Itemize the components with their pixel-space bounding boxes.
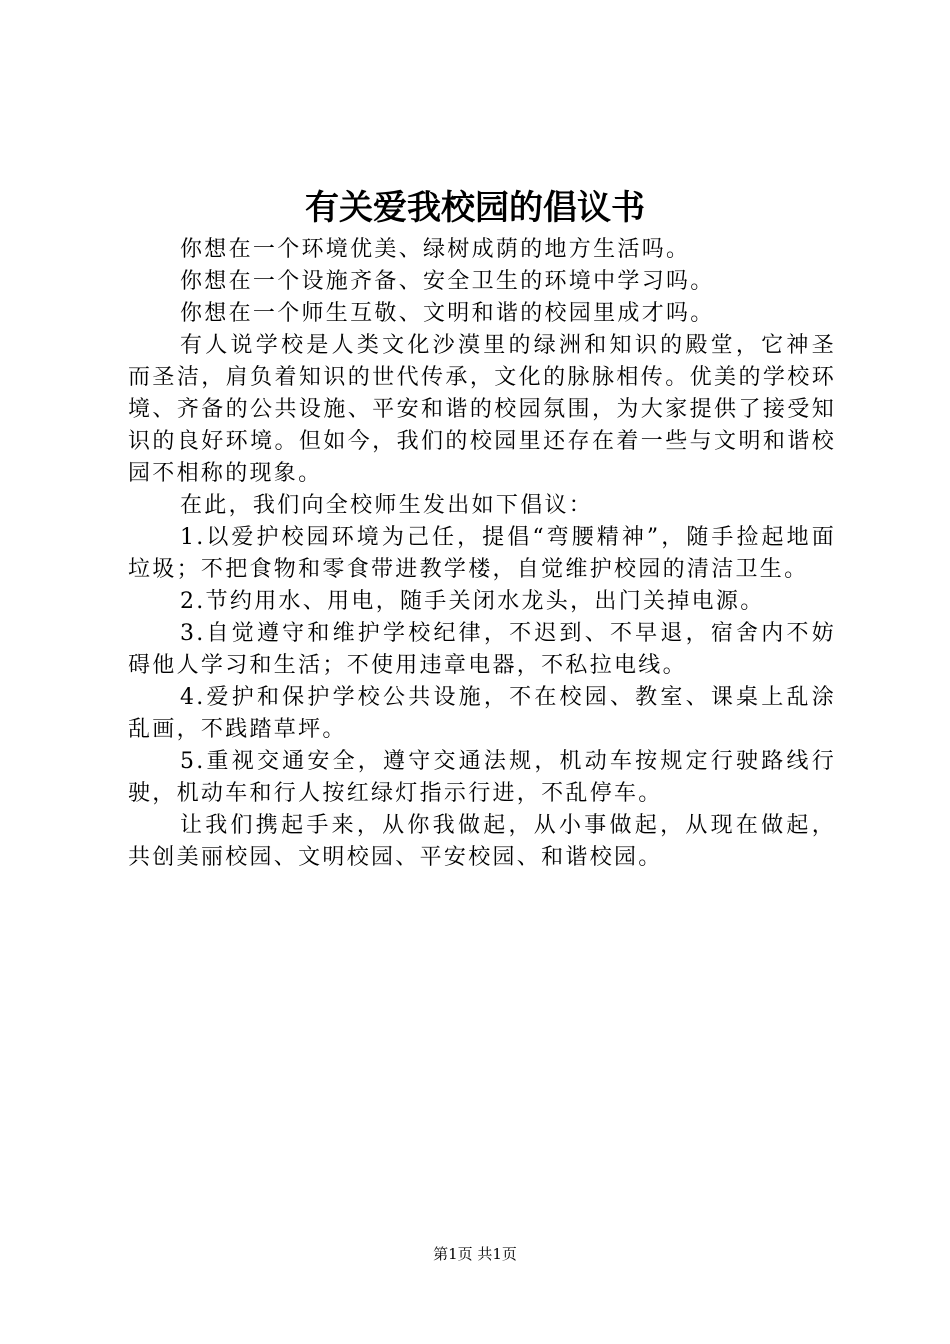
paragraph-closing: 让我们携起手来，从你我做起，从小事做起，从现在做起，共创美丽校园、文明校园、平安校园、和谐校园。 [128, 813, 836, 870]
proposal-item-2: 2.节约用水、用电，随手关闭水龙头，出门关掉电源。 [180, 589, 765, 614]
paragraph-proposal-lead: 在此，我们向全校师生发出如下倡议： [180, 493, 594, 518]
proposal-item-4: 4.爱护和保护学校公共设施，不在校园、教室、课桌上乱涂乱画，不践踏草坪。 [128, 685, 836, 742]
paragraph-intro: 有人说学校是人类文化沙漠里的绿洲和知识的殿堂，它神圣而圣洁，肩负着知识的世代传承，文化的脉脉相传。优美的学校环境、齐备的公共设施、平安和谐的校园氛围，为大家提供了接受知识的良好环境。但如今，我们的校园里还存在着一些与文明和谐校园不相称的现象。 [128, 333, 836, 486]
proposal-item-3: 3.自觉遵守和维护学校纪律，不迟到、不早退，宿舍内不妨碍他人学习和生活；不使用违章电器，不私拉电线。 [128, 621, 836, 678]
proposal-item-1: 1.以爱护校园环境为己任，提倡“弯腰精神”，随手捡起地面垃圾；不把食物和零食带进教学楼，自觉维护校园的清洁卫生。 [128, 525, 836, 582]
paragraph-question-1: 你想在一个环境优美、绿树成荫的地方生活吗。 [180, 237, 691, 262]
document-title: 有关爱我校园的倡议书 [305, 188, 645, 228]
proposal-item-5: 5.重视交通安全，遵守交通法规，机动车按规定行驶路线行驶，机动车和行人按红绿灯指示行进，不乱停车。 [128, 749, 836, 806]
document-body [128, 234, 836, 874]
paragraph-question-3: 你想在一个师生互敬、文明和谐的校园里成才吗。 [180, 301, 715, 326]
paragraph-question-2: 你想在一个设施齐备、安全卫生的环境中学习吗。 [180, 269, 715, 294]
page-number-footer: 第1页 共1页 [433, 1245, 517, 1263]
